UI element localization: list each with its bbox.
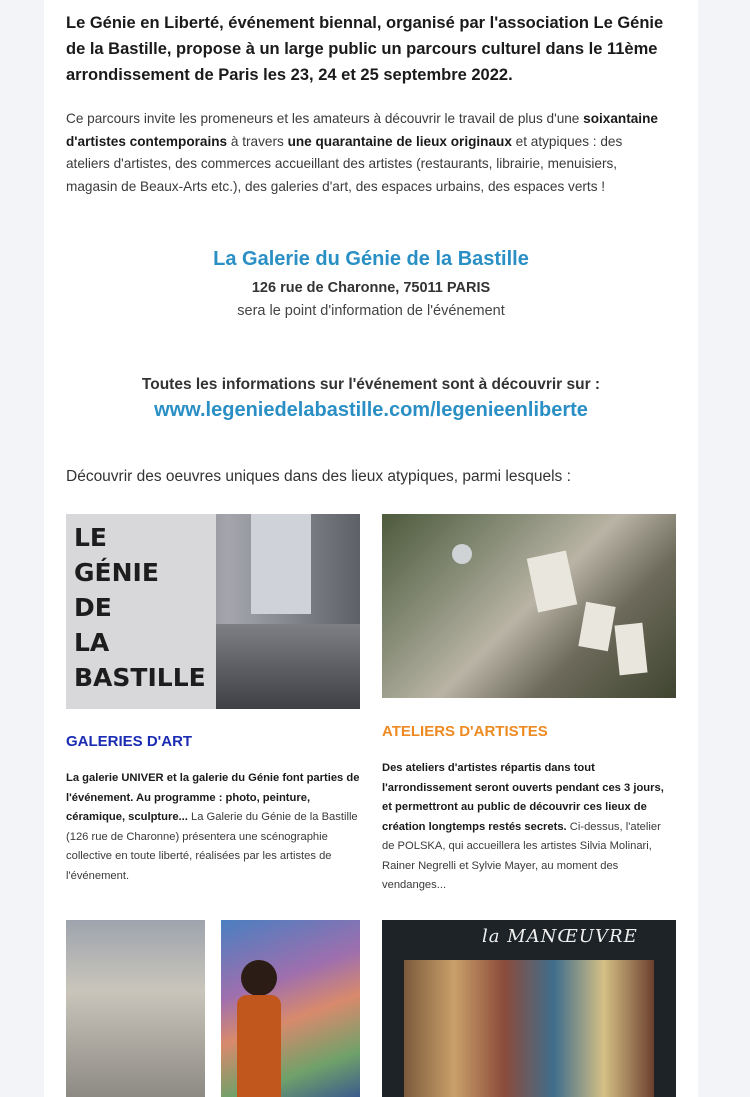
sign-word: LE bbox=[74, 523, 108, 552]
artist-workshop-photo bbox=[382, 514, 676, 698]
intro-text: Le Génie en Liberté, événement biennal, organisé par l'association Le Génie de la Bastille, propose à un large public un parcours culturel dans le 11ème arrondissement de Paris les 23, 24 et 25 septembre 2022. bbox=[66, 14, 664, 84]
paragraph-text: Ce parcours invite les promeneurs et les amateurs à découvrir le travail de plus d'une bbox=[66, 111, 584, 126]
hanging-paper bbox=[578, 602, 615, 652]
hanging-paper bbox=[527, 550, 578, 612]
bookshop-sign: la MANŒUVRE bbox=[482, 926, 638, 947]
sign-word: BASTILLE bbox=[74, 663, 206, 692]
section-description-workshops bbox=[382, 759, 676, 896]
gallery-address: 126 rue de Charonne, 75011 PARIS bbox=[251, 280, 491, 296]
paragraph-bold: une quarantaine de lieux originaux bbox=[287, 133, 512, 149]
lamp-globe bbox=[452, 544, 472, 564]
section-bold-text: La galerie UNIVER et la galerie du Génie font parties de l'événement. Au programme : photo, peinture, céramique, sculpture... bbox=[66, 772, 360, 823]
description-paragraph bbox=[66, 108, 666, 198]
gallery-storefront-photo bbox=[66, 514, 360, 709]
sign-word: LA bbox=[74, 628, 110, 657]
child-shirt bbox=[237, 995, 281, 1097]
paragraph-text: à travers bbox=[227, 133, 288, 149]
bookshop-shelves bbox=[404, 960, 654, 1097]
street-sky bbox=[251, 514, 311, 614]
child-painting-photo bbox=[221, 920, 360, 1097]
paragraph-text: et atypiques : des ateliers d'artistes, des commerces accueillant des artistes (restaurants, librairie, menuisiers, magasin de Beaux-Arts etc.), des galeries d'art, des espaces urbains, des espaces verts ! bbox=[66, 133, 623, 194]
section-title-galleries: GALERIES D'ART bbox=[66, 733, 193, 750]
section-text: La Galerie du Génie de la Bastille (126 rue de Charonne) présentera une scénographie collective en toute liberté, réalisées par les artistes de l'événement. bbox=[66, 811, 358, 882]
bookshop-photo bbox=[382, 920, 676, 1097]
photo-sign bbox=[74, 520, 206, 695]
hanging-paper bbox=[614, 623, 647, 676]
street-artist-photo bbox=[66, 920, 205, 1097]
section-text: Ci-dessus, l'atelier de POLSKA, qui accueillera les artistes Silvia Molinari, Rainer Negrelli et Sylvie Mayer, au moment des vendanges... bbox=[382, 820, 661, 891]
discover-heading: Découvrir des oeuvres uniques dans des lieux atypiques, parmi lesquels : bbox=[66, 468, 571, 485]
gallery-name: La Galerie du Génie de la Bastille bbox=[213, 248, 529, 270]
section-bold-text: Des ateliers d'artistes répartis dans tout l'arrondissement seront ouverts pendant ces 3 jours, et permettront au public de découvrir ces lieux de création longtemps restés secrets. bbox=[382, 762, 664, 833]
newsletter-page bbox=[44, 0, 698, 1097]
section-title-workshops: ATELIERS D'ARTISTES bbox=[382, 723, 548, 740]
sign-word: DE bbox=[74, 593, 112, 622]
section-description-galleries bbox=[66, 769, 360, 886]
event-website-link[interactable]: www.legeniedelabastille.com/legenieenliberte bbox=[154, 399, 588, 421]
sign-word: GÉNIE bbox=[74, 558, 159, 587]
gallery-note: sera le point d'information de l'événement bbox=[237, 303, 505, 319]
paragraph-bold: soixantaine d'artistes contemporains bbox=[66, 111, 658, 149]
street-pavement bbox=[216, 624, 360, 709]
child-head bbox=[241, 960, 277, 996]
info-line: Toutes les informations sur l'événement sont à découvrir sur : bbox=[141, 376, 601, 393]
